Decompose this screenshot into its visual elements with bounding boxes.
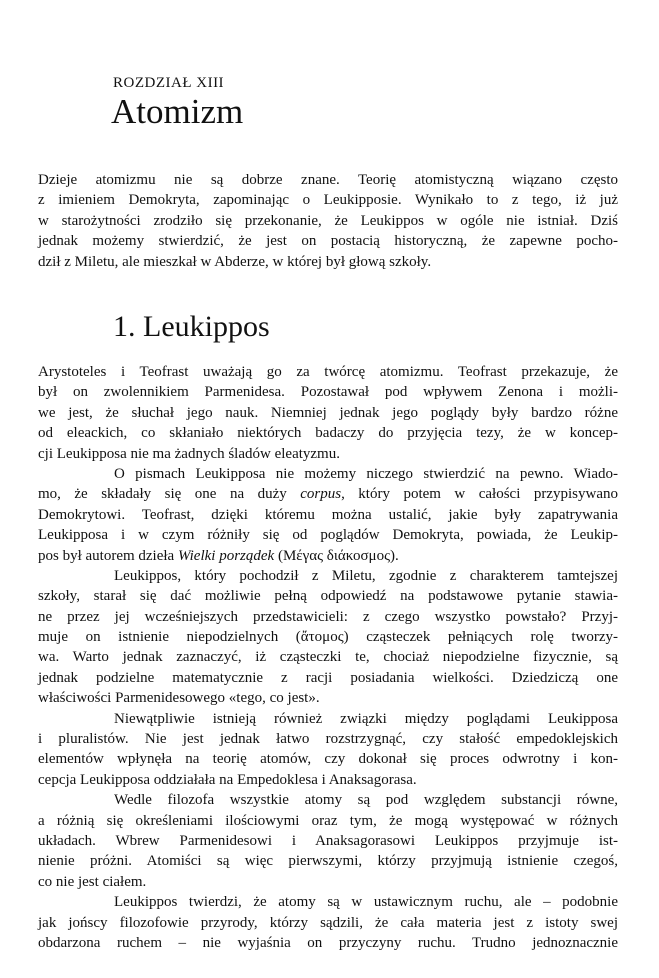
text-line: ne przez jej wcześniejszych przedstawicieli: z czego wszystko powstało? Przyj-: [38, 608, 618, 625]
text-line: dził z Miletu, ale mieszkał w Abderze, w której był głową szkoły.: [38, 253, 432, 270]
section-title: 1. Leukippos: [113, 310, 270, 343]
text-line: właściwości Parmenidesowego «tego, co jest».: [38, 690, 320, 707]
text-line: pos był autorem dzieła Wielki porządek (Μέγας διάκοσμος).: [38, 547, 399, 564]
text-line: układach. Wbrew Parmenidesowi i Anaksagorasowi Leukippos przyjmuje ist-: [38, 832, 618, 849]
text-line: był on zwolennikiem Parmenidesa. Pozostawał pod wpływem Zenona i możli-: [38, 384, 618, 401]
text-line: Wedle filozofa wszystkie atomy są pod względem substancji równe,: [114, 792, 618, 809]
text-line: muje on istnienie niepodzielnych (ἄτομος) cząsteczek pełniących rolę tworzy-: [38, 629, 618, 646]
text-line: wa. Warto jednak zaznaczyć, iż cząsteczki te, chociaż niepodzielne fizycznie, są: [38, 649, 618, 666]
text-line: od eleackich, co skłaniało niektórych badaczy do przyjęcia tezy, że w koncep-: [38, 425, 618, 442]
text-line: elementów wpłynęła na teorię atomów, czy dokonał się proces odwrotny i kon-: [38, 751, 618, 768]
text-line: obdarzona ruchem – nie wyjaśnia on przyczyny ruchu. Trudno jednoznacznie: [38, 934, 618, 951]
chapter-label: ROZDZIAŁ XIII: [113, 75, 225, 91]
text-line: O pismach Leukipposa nie możemy niczego stwierdzić na pewno. Wiado-: [114, 465, 618, 482]
text-line: cji Leukipposa nie ma żadnych śladów eleatyzmu.: [38, 445, 340, 462]
text-line: jak jońscy filozofowie przyrody, którzy sądzili, że cała materia jest z istoty swej: [38, 914, 618, 931]
text-line: Arystoteles i Teofrast uważają go za twórcę atomizmu. Teofrast przekazuje, że: [38, 364, 618, 380]
text-line: a różnią się określeniami ilościowymi oraz tym, że mogą występować w różnych: [38, 812, 618, 829]
text-line: cepcja Leukipposa oddziałała na Empedoklesa i Anaksagorasa.: [38, 771, 417, 788]
text-line: w starożytności zrodziło się przekonanie, że Leukippos w ogóle nie istniał. Dziś: [38, 212, 618, 229]
section-body: [38, 362, 618, 953]
text-line: szkoły, starał się dać możliwie pełną odpowiedź na podstawowe pytanie stawia-: [38, 588, 618, 605]
text-line: Leukippos, który pochodził z Miletu, zgodnie z charakterem tamtejszej: [114, 567, 618, 584]
text-line: z imieniem Demokryta, zapominając o Leukipposie. Wynikało to z tego, iż już: [38, 192, 618, 209]
text-line: co nie jest ciałem.: [38, 873, 147, 890]
text-line: jednak podzielne matematycznie z racji posiadania wielkości. Dziedziczą one: [38, 669, 618, 686]
text-line: mo, że składały się one na duży corpus, który potem w całości przypisywano: [38, 486, 619, 503]
text-line: Niewątpliwie istnieją również związki między poglądami Leukipposa: [114, 710, 618, 727]
chapter-title: Atomizm: [111, 92, 244, 131]
text-line: we jest, że słuchał jego nauk. Niemniej jednak jego poglądy były bardzo różne: [38, 404, 618, 421]
text-line: jednak możemy stwierdzić, że jest on postacią historyczną, że zapewne pocho-: [38, 233, 618, 250]
text-line: Dzieje atomizmu nie są dobrze znane. Teorię atomistyczną wiązano często: [38, 172, 618, 188]
text-line: i pluralistów. Nie jest jednak łatwo rozstrzygnąć, czy stałość empedoklejskich: [38, 731, 618, 748]
text-line: Demokrytowi. Teofrast, dzięki któremu można ustalić, jakie były zapatrywania: [38, 506, 618, 523]
intro-paragraph: [38, 170, 618, 272]
text-line: Leukipposa i w czym różniły się od poglądów Demokryta, powiada, że Leukip-: [38, 527, 618, 544]
text-line: Leukippos twierdzi, że atomy są w ustawicznym ruchu, ale – podobnie: [114, 894, 618, 911]
text-line: nienie próżni. Atomiści są więc pierwszymi, którzy przyjmują istnienie czegoś,: [38, 853, 618, 870]
